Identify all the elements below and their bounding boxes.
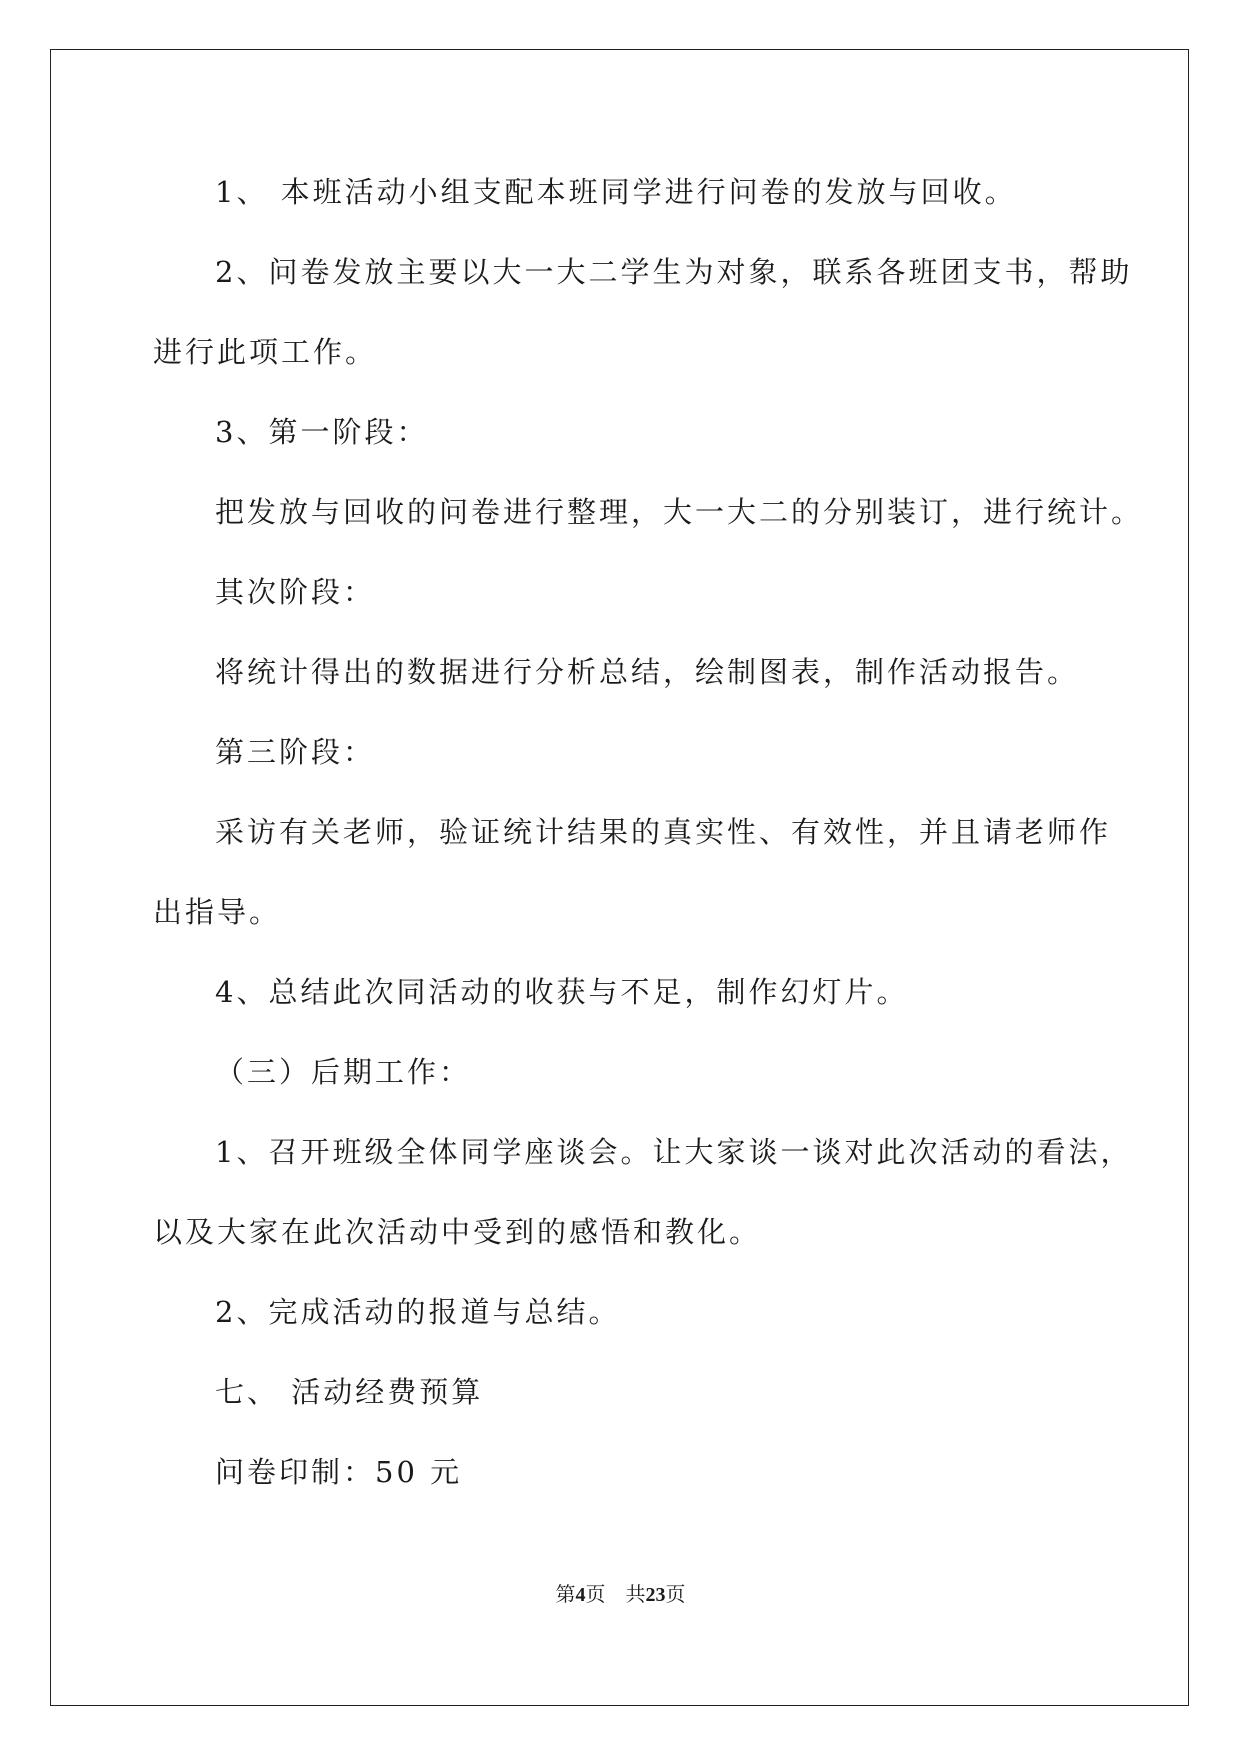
- paragraph: 出指导。: [153, 895, 282, 929]
- page-footer: [0, 1578, 1241, 1607]
- paragraph: 进行此项工作。: [153, 335, 378, 369]
- page-number: 4: [575, 1584, 586, 1606]
- paragraph: 1、 本班活动小组支配本班同学进行问卷的发放与回收。: [215, 175, 1017, 209]
- page-label-suffix: 页: [585, 1584, 606, 1606]
- section-heading: （三）后期工作：: [215, 1055, 472, 1089]
- page-label-prefix: 第: [555, 1584, 576, 1606]
- paragraph: 第三阶段：: [215, 735, 376, 769]
- paragraph: 1、召开班级全体同学座谈会。让大家谈一谈对此次活动的看法，: [215, 1135, 1133, 1169]
- paragraph: 3、第一阶段：: [215, 415, 429, 449]
- paragraph: 4、总结此次同活动的收获与不足，制作幻灯片。: [215, 975, 909, 1009]
- document-body: [153, 152, 1144, 1512]
- total-label-suffix: 页: [665, 1584, 686, 1606]
- paragraph: 2、完成活动的报道与总结。: [215, 1295, 621, 1329]
- paragraph: 2、问卷发放主要以大一大二学生为对象，联系各班团支书，帮助: [215, 255, 1133, 289]
- total-pages: 23: [645, 1584, 666, 1606]
- section-heading: 七、 活动经费预算: [215, 1375, 484, 1409]
- paragraph: 以及大家在此次活动中受到的感悟和教化。: [153, 1215, 762, 1249]
- total-label-prefix: 共: [625, 1584, 646, 1606]
- paragraph: 其次阶段：: [215, 575, 376, 609]
- paragraph: 把发放与回收的问卷进行整理，大一大二的分别装订，进行统计。: [215, 495, 1144, 529]
- paragraph: 将统计得出的数据进行分析总结，绘制图表，制作活动报告。: [215, 655, 1080, 689]
- paragraph: 问卷印制：50 元: [215, 1455, 463, 1489]
- paragraph: 采访有关老师，验证统计结果的真实性、有效性，并且请老师作: [215, 815, 1112, 849]
